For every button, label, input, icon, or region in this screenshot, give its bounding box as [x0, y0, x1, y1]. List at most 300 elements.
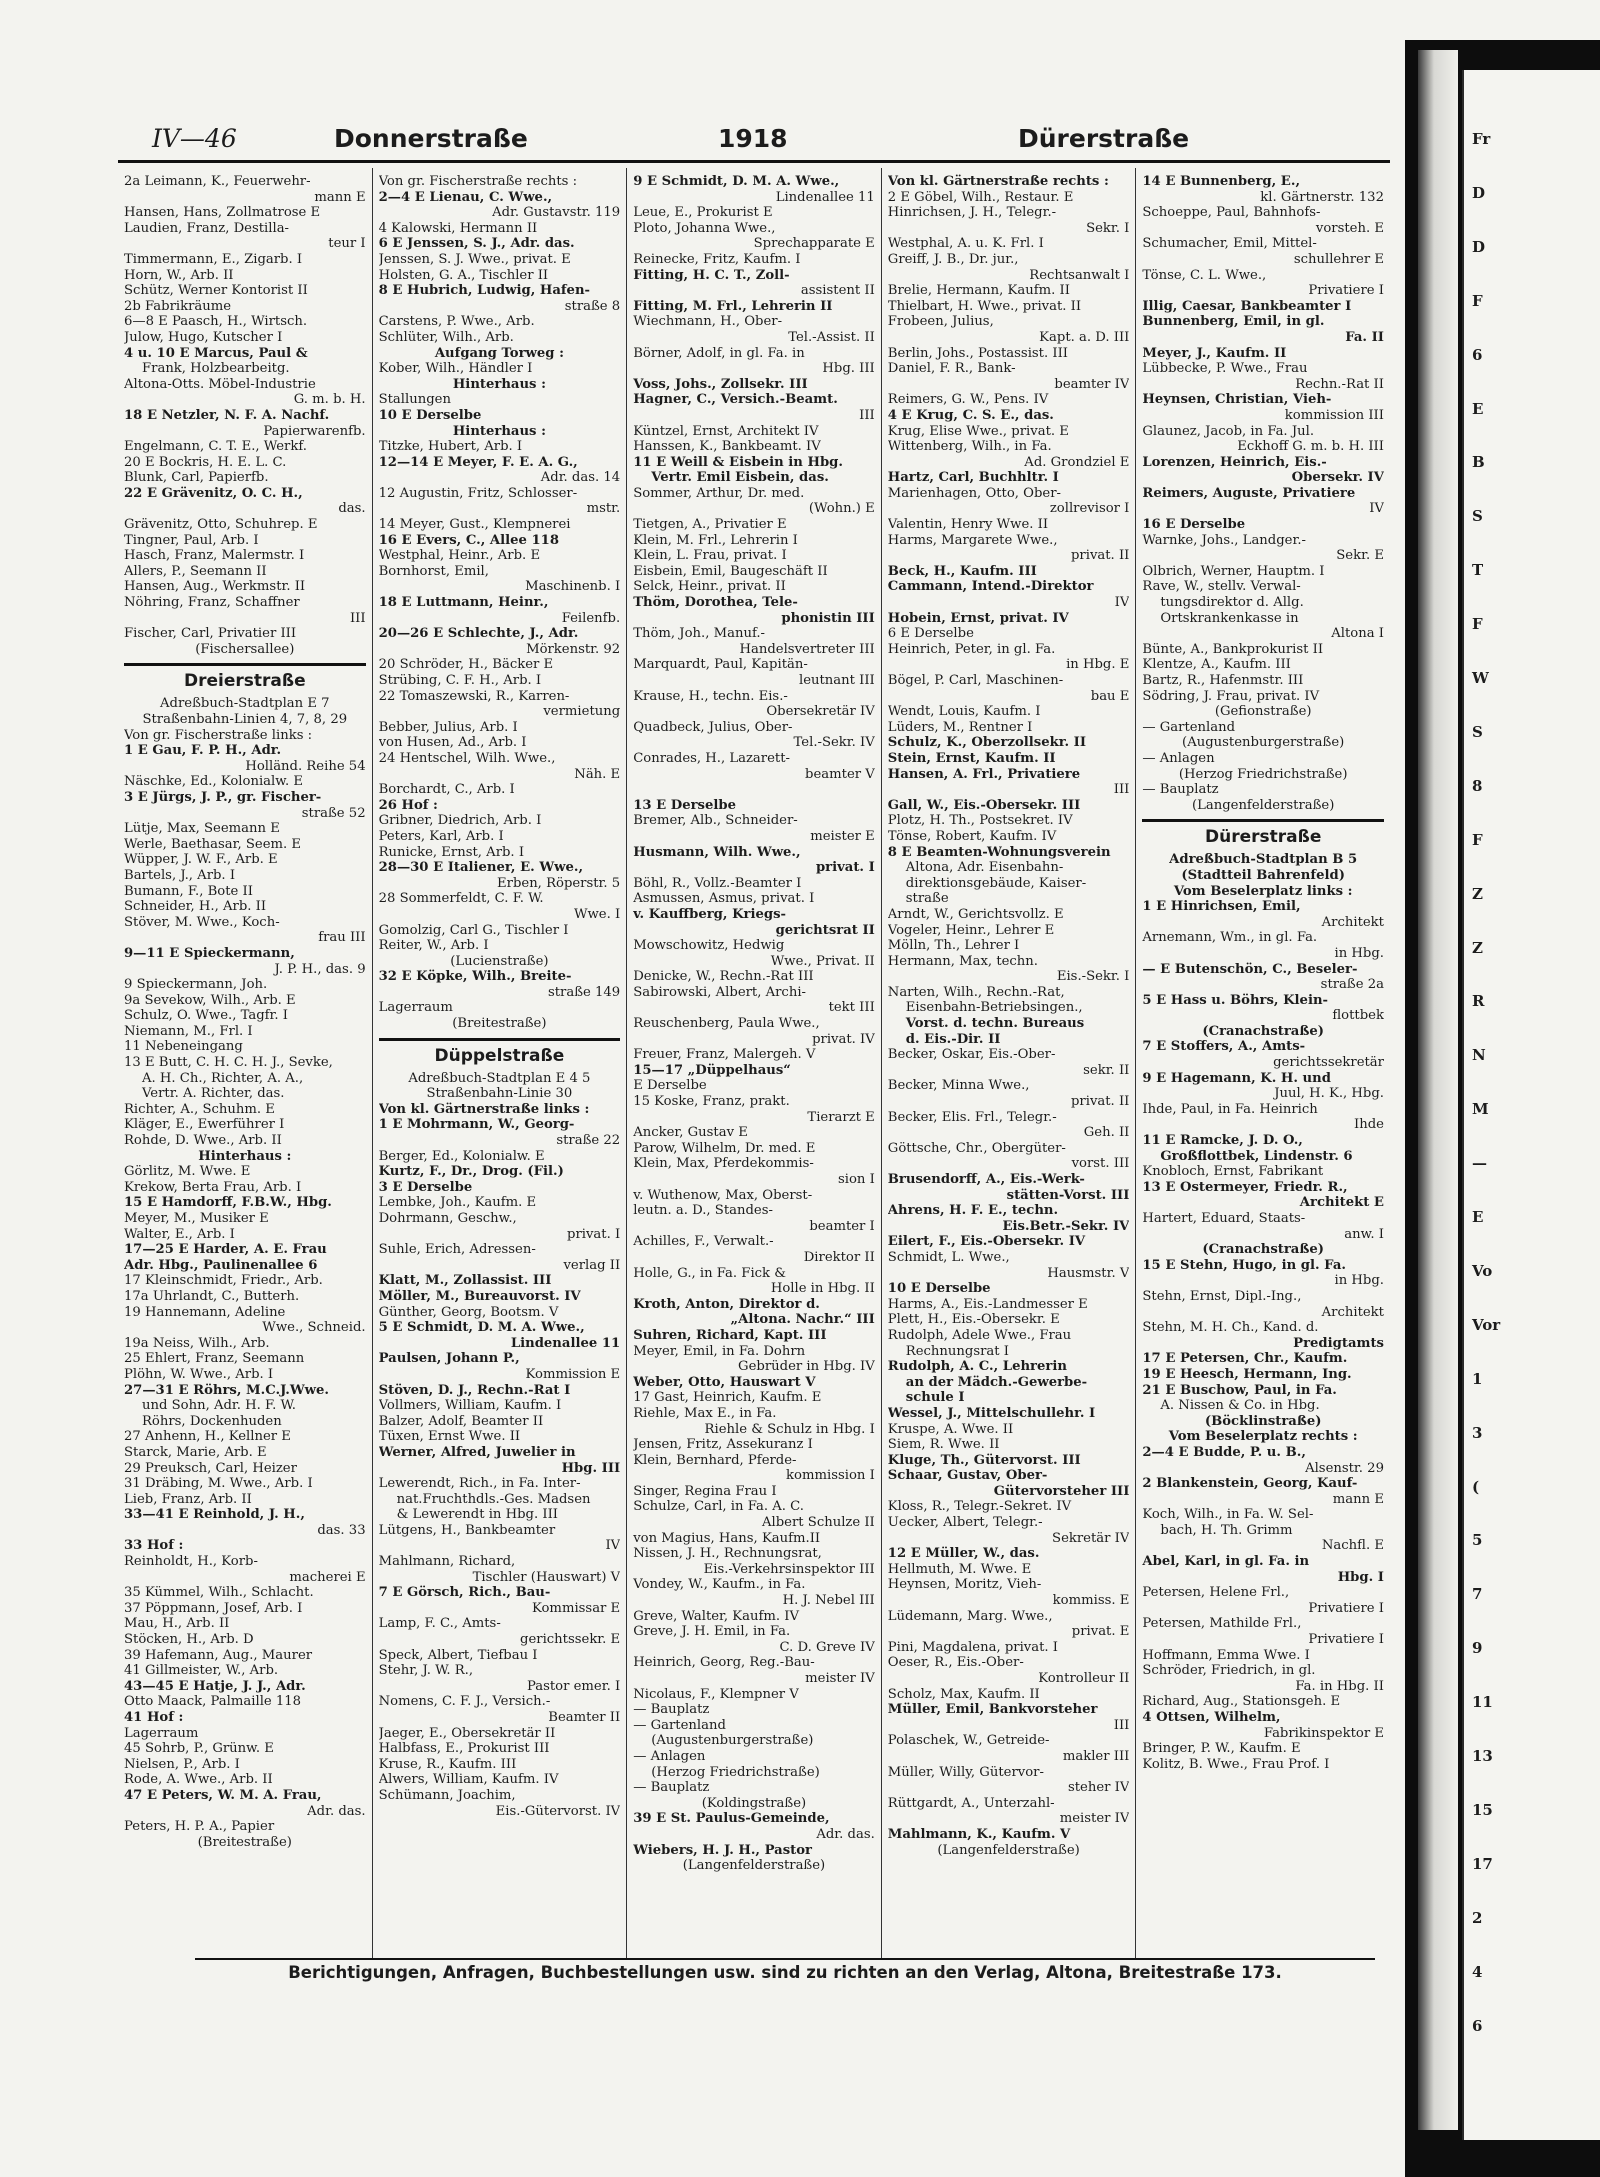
directory-entry: Mölln, Th., Lehrer I — [887, 938, 1020, 954]
directory-entry: Reinholdt, H., Korb- — [124, 1554, 258, 1570]
directory-entry: 28—30 E Italiener, E. Wwe., — [378, 860, 584, 876]
directory-entry: 13 E Derselbe — [633, 797, 736, 813]
directory-entry: 15—17 „Düppelhaus“ — [633, 1062, 791, 1078]
directory-entry: Rudolph, Adele Wwe., Frau — [887, 1327, 1072, 1343]
directory-entry: Geh. II — [1083, 1125, 1130, 1141]
directory-entry: 1 E Gau, F. P. H., Adr. — [124, 743, 282, 759]
directory-entry: 1 E Mohrmann, W., Georg- — [378, 1117, 575, 1133]
directory-entry: (Augustenburgerstraße) — [651, 1733, 814, 1749]
directory-entry: IV — [1369, 501, 1384, 517]
directory-entry: Runicke, Ernst, Arb. I — [378, 844, 525, 860]
directory-entry: Reinecke, Fritz, Kaufm. I — [633, 251, 801, 267]
directory-entry: (Cranachstraße) — [1202, 1023, 1324, 1039]
directory-entry: Nissen, J. H., Rechnungsrat, — [633, 1546, 822, 1562]
directory-entry: Lamp, F. C., Amts- — [378, 1616, 501, 1632]
directory-entry: Suhren, Richard, Kapt. III — [633, 1327, 827, 1343]
directory-entry: Suhle, Erich, Adressen- — [378, 1242, 536, 1258]
directory-entry: Hartz, Carl, Buchhltr. I — [887, 470, 1059, 486]
directory-entry: Timmermann, E., Zigarb. I — [124, 251, 303, 267]
directory-entry: steher IV — [1067, 1780, 1130, 1796]
directory-entry: Böhl, R., Vollz.-Beamter I — [633, 875, 802, 891]
directory-entry: bau E — [1090, 688, 1130, 704]
directory-entry: Wüpper, J. W. F., Arb. E — [124, 852, 278, 868]
directory-entry: 33 Hof : — [124, 1538, 184, 1554]
directory-entry: Wwe., Schneid. — [262, 1320, 366, 1336]
directory-entry: Meyer, Emil, in Fa. Dohrn — [633, 1343, 806, 1359]
directory-entry: Vondey, W., Kaufm., in Fa. — [633, 1577, 806, 1593]
directory-entry: Tischler (Hauswart) V — [472, 1569, 621, 1585]
directory-entry: Riehle, Max E., in Fa. — [633, 1405, 777, 1421]
directory-entry: Ahrens, H. F. E., techn. — [887, 1203, 1059, 1219]
directory-entry: Jensen, Fritz, Assekuranz I — [633, 1437, 813, 1453]
directory-entry: Hbg. I — [1337, 1569, 1384, 1585]
directory-entry: III — [859, 407, 875, 423]
directory-entry: Plotz, H. Th., Postsekret. IV — [887, 813, 1073, 829]
directory-entry: 6 E Jenssen, S. J., Adr. das. — [378, 236, 575, 252]
directory-entry: leutn. a. D., Standes- — [633, 1203, 773, 1219]
directory-entry: 13 E Butt, C. H. C. H. J., Sevke, — [124, 1055, 333, 1071]
directory-columns — [118, 168, 1390, 1958]
directory-entry: Großflottbek, Lindenstr. 6 — [1160, 1148, 1353, 1164]
directory-entry: Röhrs, Dockenhuden — [142, 1413, 282, 1429]
directory-entry: Brusendorff, A., Eis.-Werk- — [887, 1172, 1085, 1187]
adjacent-page-text: 8 — [1472, 776, 1483, 795]
directory-entry: Schneider, H., Arb. II — [124, 899, 267, 915]
directory-entry: Becker, Oskar, Eis.-Ober- — [887, 1047, 1056, 1063]
directory-entry: Gall, W., Eis.-Obersekr. III — [887, 797, 1081, 813]
street-heading: Düppelstraße — [379, 1038, 621, 1071]
directory-entry: Kurtz, F., Dr., Drog. (Fil.) — [378, 1164, 564, 1180]
directory-entry: Schulz, O. Wwe., Tagfr. I — [124, 1008, 289, 1024]
directory-entry: Börner, Adolf, in gl. Fa. in — [633, 345, 805, 361]
directory-entry: Hansen, Aug., Werkmstr. II — [124, 579, 306, 595]
directory-entry: 5 E Schmidt, D. M. A. Wwe., — [378, 1320, 585, 1336]
directory-entry: straße 22 — [556, 1133, 621, 1149]
directory-entry: Möller, M., Bureauvorst. IV — [378, 1288, 581, 1304]
directory-entry: Petersen, Mathilde Frl., — [1142, 1616, 1302, 1632]
directory-entry: Julow, Hugo, Kutscher I — [124, 329, 283, 345]
directory-entry: Sabirowski, Albert, Archi- — [633, 984, 806, 1000]
directory-entry: (Gefionstraße) — [1214, 704, 1312, 720]
directory-entry: mann E — [314, 189, 366, 205]
directory-entry: Marienhagen, Otto, Ober- — [887, 485, 1061, 501]
directory-entry: Straßenbahn-Linie 30 — [426, 1086, 573, 1102]
directory-entry: Nielsen, P., Arb. I — [124, 1756, 240, 1772]
directory-entry: in Hbg. — [1334, 1273, 1384, 1289]
directory-entry: Privatiere I — [1308, 283, 1384, 299]
directory-entry: Holle in Hbg. II — [770, 1281, 875, 1297]
directory-entry: Hartert, Eduard, Staats- — [1142, 1211, 1306, 1226]
directory-entry: 29 Preuksch, Carl, Heizer — [124, 1460, 297, 1476]
directory-entry: Weber, Otto, Hauswart V — [633, 1374, 816, 1390]
directory-entry: Lindenallee 11 — [510, 1335, 621, 1351]
directory-entry: „Altona. Nachr.“ III — [730, 1312, 875, 1328]
directory-entry: — Gartenland — [633, 1717, 726, 1733]
directory-entry: Kapt. a. D. III — [1039, 329, 1130, 345]
directory-entry: Kroth, Anton, Direktor d. — [633, 1296, 820, 1312]
directory-entry: Lorenzen, Heinrich, Eis.- — [1142, 454, 1327, 470]
directory-entry: straße 2a — [1320, 977, 1384, 993]
directory-entry: Erben, Röperstr. 5 — [497, 875, 621, 891]
directory-entry: Greiff, J. B., Dr. jur., — [887, 251, 1019, 267]
directory-entry: Lüdemann, Marg. Wwe., — [887, 1608, 1053, 1624]
directory-entry: (Breitestraße) — [452, 1016, 547, 1032]
directory-entry: Thöm, Joh., Manuf.- — [633, 626, 766, 642]
directory-entry: 32 E Köpke, Wilh., Breite- — [378, 969, 572, 985]
directory-entry: Wiechmann, H., Ober- — [633, 314, 783, 330]
directory-entry: tungsdirektor d. Allg. — [1160, 595, 1304, 611]
directory-entry: privat. I — [567, 1226, 621, 1242]
directory-entry: Bringer, P. W., Kaufm. E — [1142, 1741, 1301, 1757]
directory-entry: 19 E Heesch, Hermann, Ing. — [1142, 1366, 1352, 1382]
directory-entry: 11 E Ramcke, J. D. O., — [1142, 1133, 1303, 1149]
directory-entry: Eis.Betr.-Sekr. IV — [1002, 1218, 1130, 1234]
directory-entry: A. H. Ch., Richter, A. A., — [142, 1070, 304, 1086]
adjacent-page-text: S — [1472, 722, 1483, 741]
directory-entry: Klein, Bernhard, Pferde- — [633, 1452, 797, 1468]
directory-entry: Olbrich, Werner, Hauptm. I — [1142, 563, 1325, 579]
directory-entry: Speck, Albert, Tiefbau I — [378, 1647, 538, 1663]
directory-entry: Klein, Max, Pferdekommis- — [633, 1156, 814, 1172]
directory-entry: stätten-Vorst. III — [1006, 1187, 1130, 1203]
directory-entry: nat.Fruchthdls.-Ges. Madsen — [396, 1491, 591, 1507]
directory-entry: Reimers, G. W., Pens. IV — [887, 392, 1049, 408]
directory-entry: 19 Hannemann, Adeline — [124, 1304, 286, 1320]
directory-entry: Kolitz, B. Wwe., Frau Prof. I — [1142, 1756, 1330, 1772]
directory-entry: und Sohn, Adr. H. F. W. — [142, 1398, 296, 1414]
directory-entry: Reuschenberg, Paula Wwe., — [633, 1016, 820, 1032]
directory-entry: straße 8 — [564, 298, 621, 314]
directory-entry: Von gr. Fischerstraße rechts : — [378, 174, 578, 189]
adjacent-page-text: 7 — [1472, 1585, 1483, 1604]
directory-entry: III — [1113, 1717, 1130, 1733]
directory-entry: 2a Leimann, K., Feuerwehr- — [124, 174, 311, 189]
directory-entry: Juul, H. K., Hbg. — [1274, 1086, 1384, 1102]
directory-entry: Halbfass, E., Prokurist III — [378, 1741, 550, 1757]
directory-entry: Rüttgardt, A., Unterzahl- — [887, 1795, 1055, 1811]
directory-entry: Kloss, R., Telegr.-Sekret. IV — [887, 1499, 1072, 1515]
directory-entry: Werner, Alfred, Juwelier in — [378, 1444, 576, 1460]
adjacent-page-text: — — [1472, 1154, 1487, 1173]
directory-entry: Hagner, C., Versich.-Beamt. — [633, 392, 838, 408]
directory-entry: Tel.-Sekr. IV — [793, 735, 875, 751]
directory-entry: Paulsen, Johann P., — [378, 1351, 520, 1367]
adjacent-page-text: Z — [1472, 938, 1483, 957]
directory-entry: Meyer, M., Musiker E — [124, 1211, 269, 1226]
directory-entry: Adr. das. — [816, 1826, 875, 1842]
directory-entry: Brelie, Hermann, Kaufm. II — [887, 283, 1070, 299]
directory-entry: Hermann, Max, techn. — [887, 953, 1038, 969]
directory-entry: Becker, Minna Wwe., — [887, 1078, 1030, 1094]
directory-entry: Uecker, Albert, Telegr.- — [887, 1515, 1043, 1531]
directory-entry: (Koldingstraße) — [701, 1795, 807, 1811]
directory-entry: Greve, Walter, Kaufm. IV — [633, 1608, 800, 1624]
directory-entry: Wiebers, H. J. H., Pastor — [633, 1842, 812, 1858]
directory-entry: 41 Hof : — [124, 1710, 184, 1725]
directory-entry: Bremer, Alb., Schneider- — [633, 813, 798, 829]
directory-entry: Polaschek, W., Getreide- — [887, 1733, 1050, 1749]
directory-entry: Alsenstr. 29 — [1305, 1460, 1384, 1476]
column-3 — [627, 168, 882, 1958]
directory-entry: 22 E Grävenitz, O. C. H., — [124, 485, 303, 501]
directory-entry: 39 Hafemann, Aug., Maurer — [124, 1647, 313, 1663]
directory-entry: Peters, Karl, Arb. I — [378, 828, 504, 844]
directory-entry: 12 E Müller, W., das. — [887, 1546, 1040, 1562]
directory-entry: assistent II — [800, 283, 875, 299]
directory-entry: 4 u. 10 E Marcus, Paul & — [124, 345, 308, 361]
directory-entry: 43—45 E Hatje, J. J., Adr. — [124, 1678, 306, 1694]
directory-entry: Hausmstr. V — [1047, 1265, 1130, 1281]
directory-entry: A. Nissen & Co. in Hbg. — [1160, 1398, 1320, 1414]
directory-entry: 18 E Luttmann, Heinr., — [378, 595, 549, 611]
directory-entry: Heynsen, Christian, Vieh- — [1142, 392, 1332, 408]
directory-entry: Privatiere I — [1308, 1632, 1384, 1648]
directory-entry: Ad. Grondziel E — [1024, 454, 1130, 470]
column-1 — [118, 168, 373, 1958]
directory-entry: privat. IV — [812, 1031, 875, 1047]
directory-entry: Architekt — [1321, 1304, 1384, 1320]
directory-entry: 10 E Derselbe — [378, 407, 482, 423]
directory-entry: 9a Sevekow, Wilh., Arb. E — [124, 992, 296, 1008]
directory-entry: Riehle & Schulz in Hbg. I — [704, 1421, 875, 1437]
directory-entry: teur I — [328, 236, 366, 252]
directory-entry: Abel, Karl, in gl. Fa. in — [1142, 1554, 1310, 1570]
directory-entry: Stöven, D. J., Rechn.-Rat I — [378, 1382, 571, 1398]
directory-entry: — E Butenschön, C., Beseler- — [1142, 961, 1358, 977]
directory-entry: Kruse, R., Kaufm. III — [378, 1756, 517, 1772]
directory-entry: Singer, Regina Frau I — [633, 1483, 777, 1499]
adjacent-page-text: 9 — [1472, 1639, 1483, 1658]
directory-entry: Jaeger, E., Obersekretär II — [378, 1725, 556, 1741]
directory-entry: Müller, Emil, Bankvorsteher — [887, 1702, 1098, 1718]
directory-entry: Blunk, Carl, Papierfb. — [124, 470, 269, 486]
directory-entry: Fa. II — [1345, 329, 1384, 345]
directory-entry: flottbek — [1332, 1008, 1384, 1024]
directory-entry: Kommission E — [525, 1366, 621, 1382]
directory-entry: — Anlagen — [633, 1748, 706, 1764]
directory-entry: Schulze, Carl, in Fa. A. C. — [633, 1499, 804, 1515]
directory-entry: 20—26 E Schlechte, J., Adr. — [378, 626, 579, 642]
directory-entry: Tingner, Paul, Arb. I — [124, 532, 259, 548]
adjacent-page-text: T — [1472, 561, 1484, 580]
directory-entry: IV — [605, 1538, 621, 1554]
directory-entry: Rave, W., stellv. Verwal- — [1142, 579, 1301, 595]
directory-entry: Tel.-Assist. II — [788, 329, 875, 345]
directory-entry: privat. II — [1070, 1094, 1130, 1110]
directory-entry: Eis.-Gütervorst. IV — [495, 1803, 621, 1819]
directory-entry: Rode, A. Wwe., Arb. II — [124, 1772, 273, 1788]
directory-entry: Nicolaus, F., Klempner V — [633, 1686, 799, 1702]
directory-entry: 13 E Ostermeyer, Friedr. R., — [1142, 1179, 1348, 1195]
directory-entry: Bornhorst, Emil, — [378, 563, 489, 579]
directory-entry: Maschinenb. I — [525, 579, 621, 595]
street-heading: Dreierstraße — [124, 663, 366, 696]
directory-entry: Fischer, Carl, Privatier III — [124, 626, 297, 642]
directory-entry: Wendt, Louis, Kaufm. I — [887, 704, 1041, 720]
directory-entry: Hobein, Ernst, privat. IV — [887, 610, 1069, 626]
directory-entry: 8 E Hubrich, Ludwig, Hafen- — [378, 283, 591, 299]
directory-entry: 7 E Görsch, Rich., Bau- — [378, 1585, 551, 1601]
directory-entry: Eis.-Verkehrsinspektor III — [703, 1561, 875, 1577]
directory-entry: Denicke, W., Rechn.-Rat III — [633, 969, 814, 985]
directory-entry: C. D. Greve IV — [779, 1639, 875, 1655]
directory-entry: Harms, Margarete Wwe., — [887, 532, 1058, 548]
directory-entry: Kober, Wilh., Händler I — [378, 361, 533, 377]
directory-entry: 8 E Beamten-Wohnungsverein — [887, 844, 1111, 860]
directory-entry: — Anlagen — [1142, 750, 1215, 766]
directory-entry: (Fischersallee) — [195, 641, 295, 657]
directory-entry: in Hbg. E — [1066, 657, 1130, 673]
directory-entry: Pini, Magdalena, privat. I — [887, 1639, 1059, 1655]
directory-entry: 2—4 E Budde, P. u. B., — [1142, 1444, 1306, 1460]
directory-entry: Adr. das. 14 — [540, 470, 621, 486]
adjacent-page-fragment — [1462, 70, 1600, 2140]
directory-entry: Tüxen, Ernst Wwe. II — [378, 1429, 521, 1445]
adjacent-page-text: 17 — [1472, 1854, 1493, 1873]
directory-entry: Stöcken, H., Arb. D — [124, 1632, 254, 1648]
directory-entry: kl. Gärtnerstr. 132 — [1260, 189, 1384, 205]
adjacent-page-text: B — [1472, 453, 1485, 472]
directory-entry: 2b Fabrikräume — [124, 298, 232, 314]
directory-entry: Vollmers, William, Kaufm. I — [378, 1398, 562, 1414]
directory-entry: 12—14 E Meyer, F. E. A. G., — [378, 454, 578, 470]
directory-entry: 9 E Schmidt, D. M. A. Wwe., — [633, 174, 840, 189]
directory-entry: Bünte, A., Bankprokurist II — [1142, 641, 1324, 657]
directory-entry: Reiter, W., Arb. I — [378, 938, 489, 954]
directory-entry: Starck, Marie, Arb. E — [124, 1444, 267, 1460]
directory-entry: direktionsgebäude, Kaiser- — [905, 875, 1087, 891]
directory-entry: Carstens, P. Wwe., Arb. — [378, 314, 535, 330]
directory-entry: 39 E St. Paulus-Gemeinde, — [633, 1811, 830, 1827]
directory-entry: Lindenallee 11 — [775, 189, 875, 205]
directory-entry: Tönse, Robert, Kaufm. IV — [887, 828, 1057, 844]
directory-entry: Albert Schulze II — [762, 1515, 875, 1531]
directory-entry: Hellmuth, M. Wwe. E — [887, 1561, 1032, 1577]
directory-entry: Rohde, D. Wwe., Arb. II — [124, 1133, 282, 1149]
directory-entry: Alwers, William, Kaufm. IV — [378, 1772, 559, 1788]
directory-entry: Lieb, Franz, Arb. II — [124, 1491, 252, 1507]
adjacent-page-text: 6 — [1472, 2016, 1483, 2035]
page-number: IV—46 — [152, 124, 237, 153]
directory-entry: Ihde — [1354, 1117, 1384, 1133]
directory-entry: Straßenbahn-Linien 4, 7, 8, 29 — [142, 712, 348, 727]
directory-entry: III — [1113, 782, 1130, 798]
directory-entry: 10 E Derselbe — [887, 1281, 991, 1297]
header-rule — [118, 160, 1390, 163]
directory-entry: Voss, Johs., Zollsekr. III — [633, 376, 808, 392]
directory-entry: Grävenitz, Otto, Schuhrep. E — [124, 517, 318, 533]
directory-entry: kommiss. E — [1052, 1593, 1130, 1609]
directory-entry: Husmann, Wilh. Wwe., — [633, 844, 801, 860]
adjacent-page-text: N — [1472, 1046, 1486, 1065]
directory-entry: Hasch, Franz, Malermstr. I — [124, 548, 305, 564]
directory-entry: Freuer, Franz, Malergeh. V — [633, 1047, 816, 1063]
directory-entry: Fitting, M. Frl., Lehrerin II — [633, 298, 833, 314]
directory-entry: G. m. b. H. — [293, 392, 366, 408]
directory-entry: Lüders, M., Rentner I — [887, 719, 1033, 735]
directory-entry: Hinterhaus : — [452, 423, 546, 439]
adjacent-page-text: 1 — [1472, 1369, 1483, 1388]
directory-entry: Niemann, M., Frl. I — [124, 1023, 253, 1039]
directory-entry: Cammann, Intend.-Direktor — [887, 579, 1094, 595]
directory-entry: Balzer, Adolf, Beamter II — [378, 1413, 544, 1429]
directory-entry: Handelsvertreter III — [739, 641, 875, 657]
directory-entry: Thöm, Dorothea, Tele- — [633, 595, 798, 611]
directory-entry: Dohrmann, Geschw., — [378, 1211, 517, 1226]
directory-entry: 7 E Stoffers, A., Amts- — [1142, 1039, 1306, 1055]
directory-entry: Adreßbuch-Stadtplan E 4 5 — [408, 1070, 591, 1086]
directory-entry: Becker, Elis. Frl., Telegr.- — [887, 1109, 1057, 1125]
directory-entry: Koch, Wilh., in Fa. W. Sel- — [1142, 1507, 1314, 1523]
directory-entry: Privatiere I — [1308, 1600, 1384, 1616]
directory-entry: straße — [905, 891, 949, 907]
adjacent-page-text: Z — [1472, 884, 1483, 903]
directory-entry: 45 Sohrb, P., Grünw. E — [124, 1741, 274, 1757]
directory-entry: Walter, E., Arb. I — [124, 1226, 235, 1242]
directory-entry: makler III — [1062, 1748, 1130, 1764]
directory-entry: Vertr. A. Richter, das. — [142, 1086, 285, 1102]
left-street-title: Donnerstraße — [334, 124, 528, 153]
adjacent-page-text: F — [1472, 291, 1483, 310]
directory-entry: 18 E Netzler, N. F. A. Nachf. — [124, 407, 330, 423]
directory-entry: Eisenbahn-Betriebsingen., — [905, 1000, 1083, 1016]
directory-entry: Bebber, Julius, Arb. I — [378, 719, 518, 735]
directory-entry: 4 Ottsen, Wilhelm, — [1142, 1710, 1281, 1725]
directory-entry: 2—4 E Lienau, C. Wwe., — [378, 189, 553, 205]
directory-entry: Scholz, Max, Kaufm. II — [887, 1686, 1040, 1702]
directory-entry: Werle, Baethasar, Seem. E — [124, 836, 302, 852]
directory-entry: Allers, P., Seemann II — [124, 563, 267, 579]
directory-entry: Holsten, G. A., Tischler II — [378, 267, 549, 283]
directory-entry: Tierarzt E — [807, 1109, 875, 1125]
directory-entry: tekt III — [828, 1000, 875, 1016]
directory-entry: 6 E Derselbe — [887, 626, 974, 642]
adjacent-page-text: Vor — [1472, 1315, 1501, 1334]
directory-entry: Ploto, Johanna Wwe., — [633, 220, 776, 236]
directory-entry: IV — [1114, 595, 1130, 611]
directory-entry: 17—25 E Harder, A. E. Frau — [124, 1242, 327, 1258]
directory-entry: Kluge, Th., Gütervorst. III — [887, 1452, 1081, 1468]
directory-entry: III — [349, 610, 366, 626]
directory-entry: Hbg. III — [561, 1460, 621, 1476]
directory-entry: Stehn, M. H. Ch., Kand. d. — [1142, 1320, 1319, 1336]
directory-entry: — Bauplatz — [1142, 782, 1219, 798]
directory-entry: 19a Neiss, Wilh., Arb. — [124, 1335, 270, 1351]
directory-entry: Krause, H., techn. Eis.- — [633, 688, 788, 704]
directory-entry: Bumann, F., Bote II — [124, 883, 253, 899]
adjacent-page-text: M — [1472, 1100, 1489, 1119]
directory-entry: Bögel, P. Carl, Maschinen- — [887, 673, 1064, 688]
directory-entry: schule I — [905, 1390, 965, 1406]
directory-entry: Arndt, W., Gerichtsvollz. E — [887, 906, 1064, 922]
directory-entry: gerichtsrat II — [775, 922, 875, 938]
directory-entry: verlag II — [563, 1257, 621, 1273]
directory-entry: Krug, Elise Wwe., privat. E — [887, 423, 1069, 439]
directory-entry: 9 E Hagemann, K. H. und — [1142, 1070, 1331, 1086]
directory-entry: Mowschowitz, Hedwig — [633, 938, 785, 954]
directory-entry: Von kl. Gärtnerstraße rechts : — [887, 174, 1109, 189]
directory-entry: (Lucienstraße) — [450, 953, 549, 969]
directory-entry: 11 Nebeneingang — [124, 1039, 243, 1055]
adjacent-page-text: Vo — [1472, 1261, 1493, 1280]
directory-entry: Conrades, H., Lazarett- — [633, 750, 790, 766]
directory-entry: Altona, Adr. Eisenbahn- — [905, 860, 1064, 876]
directory-entry: Klein, M. Frl., Lehrerin I — [633, 532, 798, 548]
directory-entry: 5 E Hass u. Böhrs, Klein- — [1142, 992, 1329, 1008]
directory-entry: Narten, Wilh., Rechn.-Rat, — [887, 984, 1065, 1000]
directory-entry: Valentin, Henry Wwe. II — [887, 517, 1049, 533]
adjacent-page-text: 4 — [1472, 1962, 1483, 1981]
